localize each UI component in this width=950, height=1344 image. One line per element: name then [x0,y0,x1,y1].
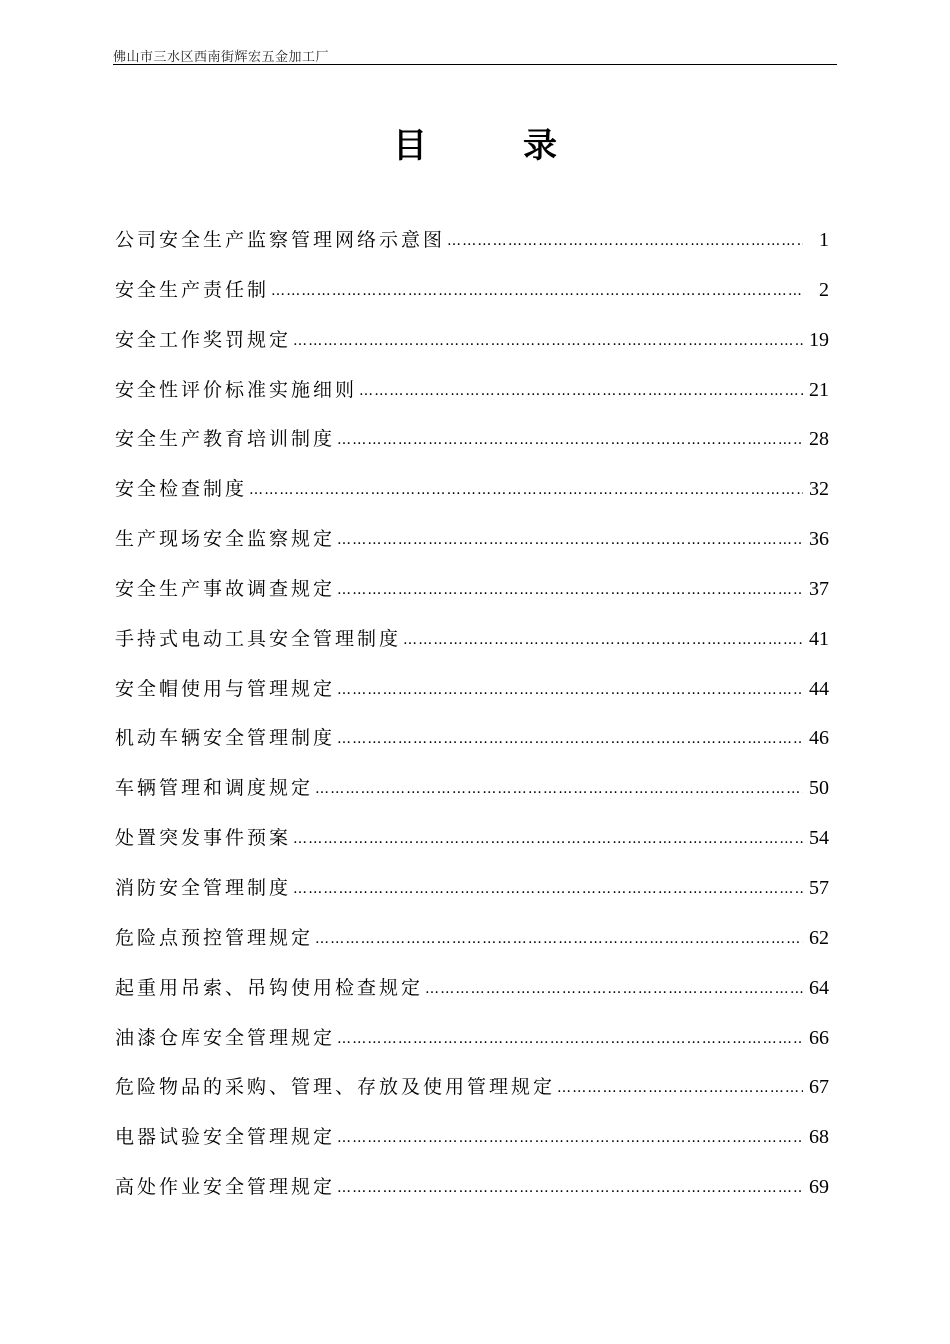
toc-entry-page: 69 [809,1176,829,1199]
toc-entry-page: 37 [809,577,829,600]
toc-entry-page: 68 [809,1126,829,1149]
toc-entry-page: 21 [809,378,829,401]
dot-leader [403,626,803,654]
dot-leader [249,476,803,504]
toc-entry-page: 2 [819,278,829,301]
dot-leader [359,377,803,405]
toc-entry-label: 车辆管理和调度规定 [115,777,314,800]
dot-leader [293,875,803,903]
toc-entry[interactable] [115,425,829,475]
toc-entry-page: 44 [809,677,829,700]
toc-entry[interactable] [115,1173,829,1223]
toc-entry-page: 62 [809,926,829,949]
toc-entry[interactable] [115,376,829,426]
toc-entry-page: 1 [819,229,829,251]
toc-entry[interactable] [115,1073,829,1123]
toc-entry-label: 安全生产责任制 [115,278,270,301]
toc-entry-page: 36 [809,528,829,551]
toc-entry-label: 安全生产事故调查规定 [115,577,336,600]
dot-leader [337,526,803,554]
table-of-contents [115,226,829,1223]
toc-entry-label: 机动车辆安全管理制度 [115,727,336,750]
title-char-1: 目 [393,126,427,166]
toc-entry[interactable] [115,226,829,276]
toc-entry-label: 电器试验安全管理规定 [115,1126,336,1149]
company-name: 佛山市三水区西南街辉宏五金加工厂 [113,50,330,65]
toc-entry[interactable] [115,575,829,625]
dot-leader [337,1025,803,1053]
toc-entry-page: 41 [809,627,829,650]
toc-entry[interactable] [115,1024,829,1074]
toc-entry-page: 66 [809,1026,829,1049]
dot-leader [557,1074,803,1102]
toc-entry[interactable] [115,1123,829,1173]
toc-entry[interactable] [115,625,829,675]
dot-leader [271,277,803,305]
toc-entry-label: 危险物品的采购、管理、存放及使用管理规定 [115,1076,556,1099]
dot-leader [337,676,803,704]
toc-entry-label: 安全检查制度 [115,478,248,501]
dot-leader [293,327,803,355]
toc-entry-page: 46 [809,727,829,750]
toc-entry[interactable] [115,974,829,1024]
toc-entry-page: 50 [809,777,829,800]
toc-entry[interactable] [115,924,829,974]
toc-entry[interactable] [115,276,829,326]
toc-entry-label: 安全帽使用与管理规定 [115,677,336,700]
dot-leader [447,227,803,255]
toc-entry-label: 公司安全生产监察管理网络示意图 [115,229,446,251]
toc-entry-label: 生产现场安全监察规定 [115,528,336,551]
toc-entry[interactable] [115,675,829,725]
toc-entry-label: 安全性评价标准实施细则 [115,378,358,401]
dot-leader [337,426,803,454]
toc-entry-label: 油漆仓库安全管理规定 [115,1026,336,1049]
toc-entry-label: 安全生产教育培训制度 [115,428,336,451]
dot-leader [315,925,803,953]
toc-entry-page: 32 [809,478,829,501]
page-title [0,118,950,167]
page-header [113,44,837,65]
toc-entry-label: 处置突发事件预案 [115,827,292,850]
dot-leader [315,775,803,803]
toc-entry-page: 54 [809,827,829,850]
dot-leader [337,1124,803,1152]
toc-entry[interactable] [115,475,829,525]
toc-entry-page: 67 [809,1076,829,1099]
toc-entry-label: 消防安全管理制度 [115,876,292,899]
toc-entry-page: 64 [809,976,829,999]
toc-entry-label: 危险点预控管理规定 [115,926,314,949]
toc-entry-label: 高处作业安全管理规定 [115,1176,336,1199]
toc-entry[interactable] [115,724,829,774]
dot-leader [293,825,803,853]
toc-entry-page: 28 [809,428,829,451]
toc-entry[interactable] [115,824,829,874]
toc-entry-page: 57 [809,876,829,899]
toc-entry-label: 安全工作奖罚规定 [115,328,292,351]
toc-entry[interactable] [115,326,829,376]
toc-entry-page: 19 [809,328,829,351]
toc-entry[interactable] [115,525,829,575]
toc-entry[interactable] [115,874,829,924]
dot-leader [337,576,803,604]
title-char-2: 录 [523,126,557,166]
toc-entry[interactable] [115,774,829,824]
toc-entry-label: 起重用吊索、吊钩使用检查规定 [115,976,424,999]
dot-leader [425,975,803,1003]
dot-leader [337,725,803,753]
dot-leader [337,1174,803,1202]
toc-entry-label: 手持式电动工具安全管理制度 [115,627,402,650]
